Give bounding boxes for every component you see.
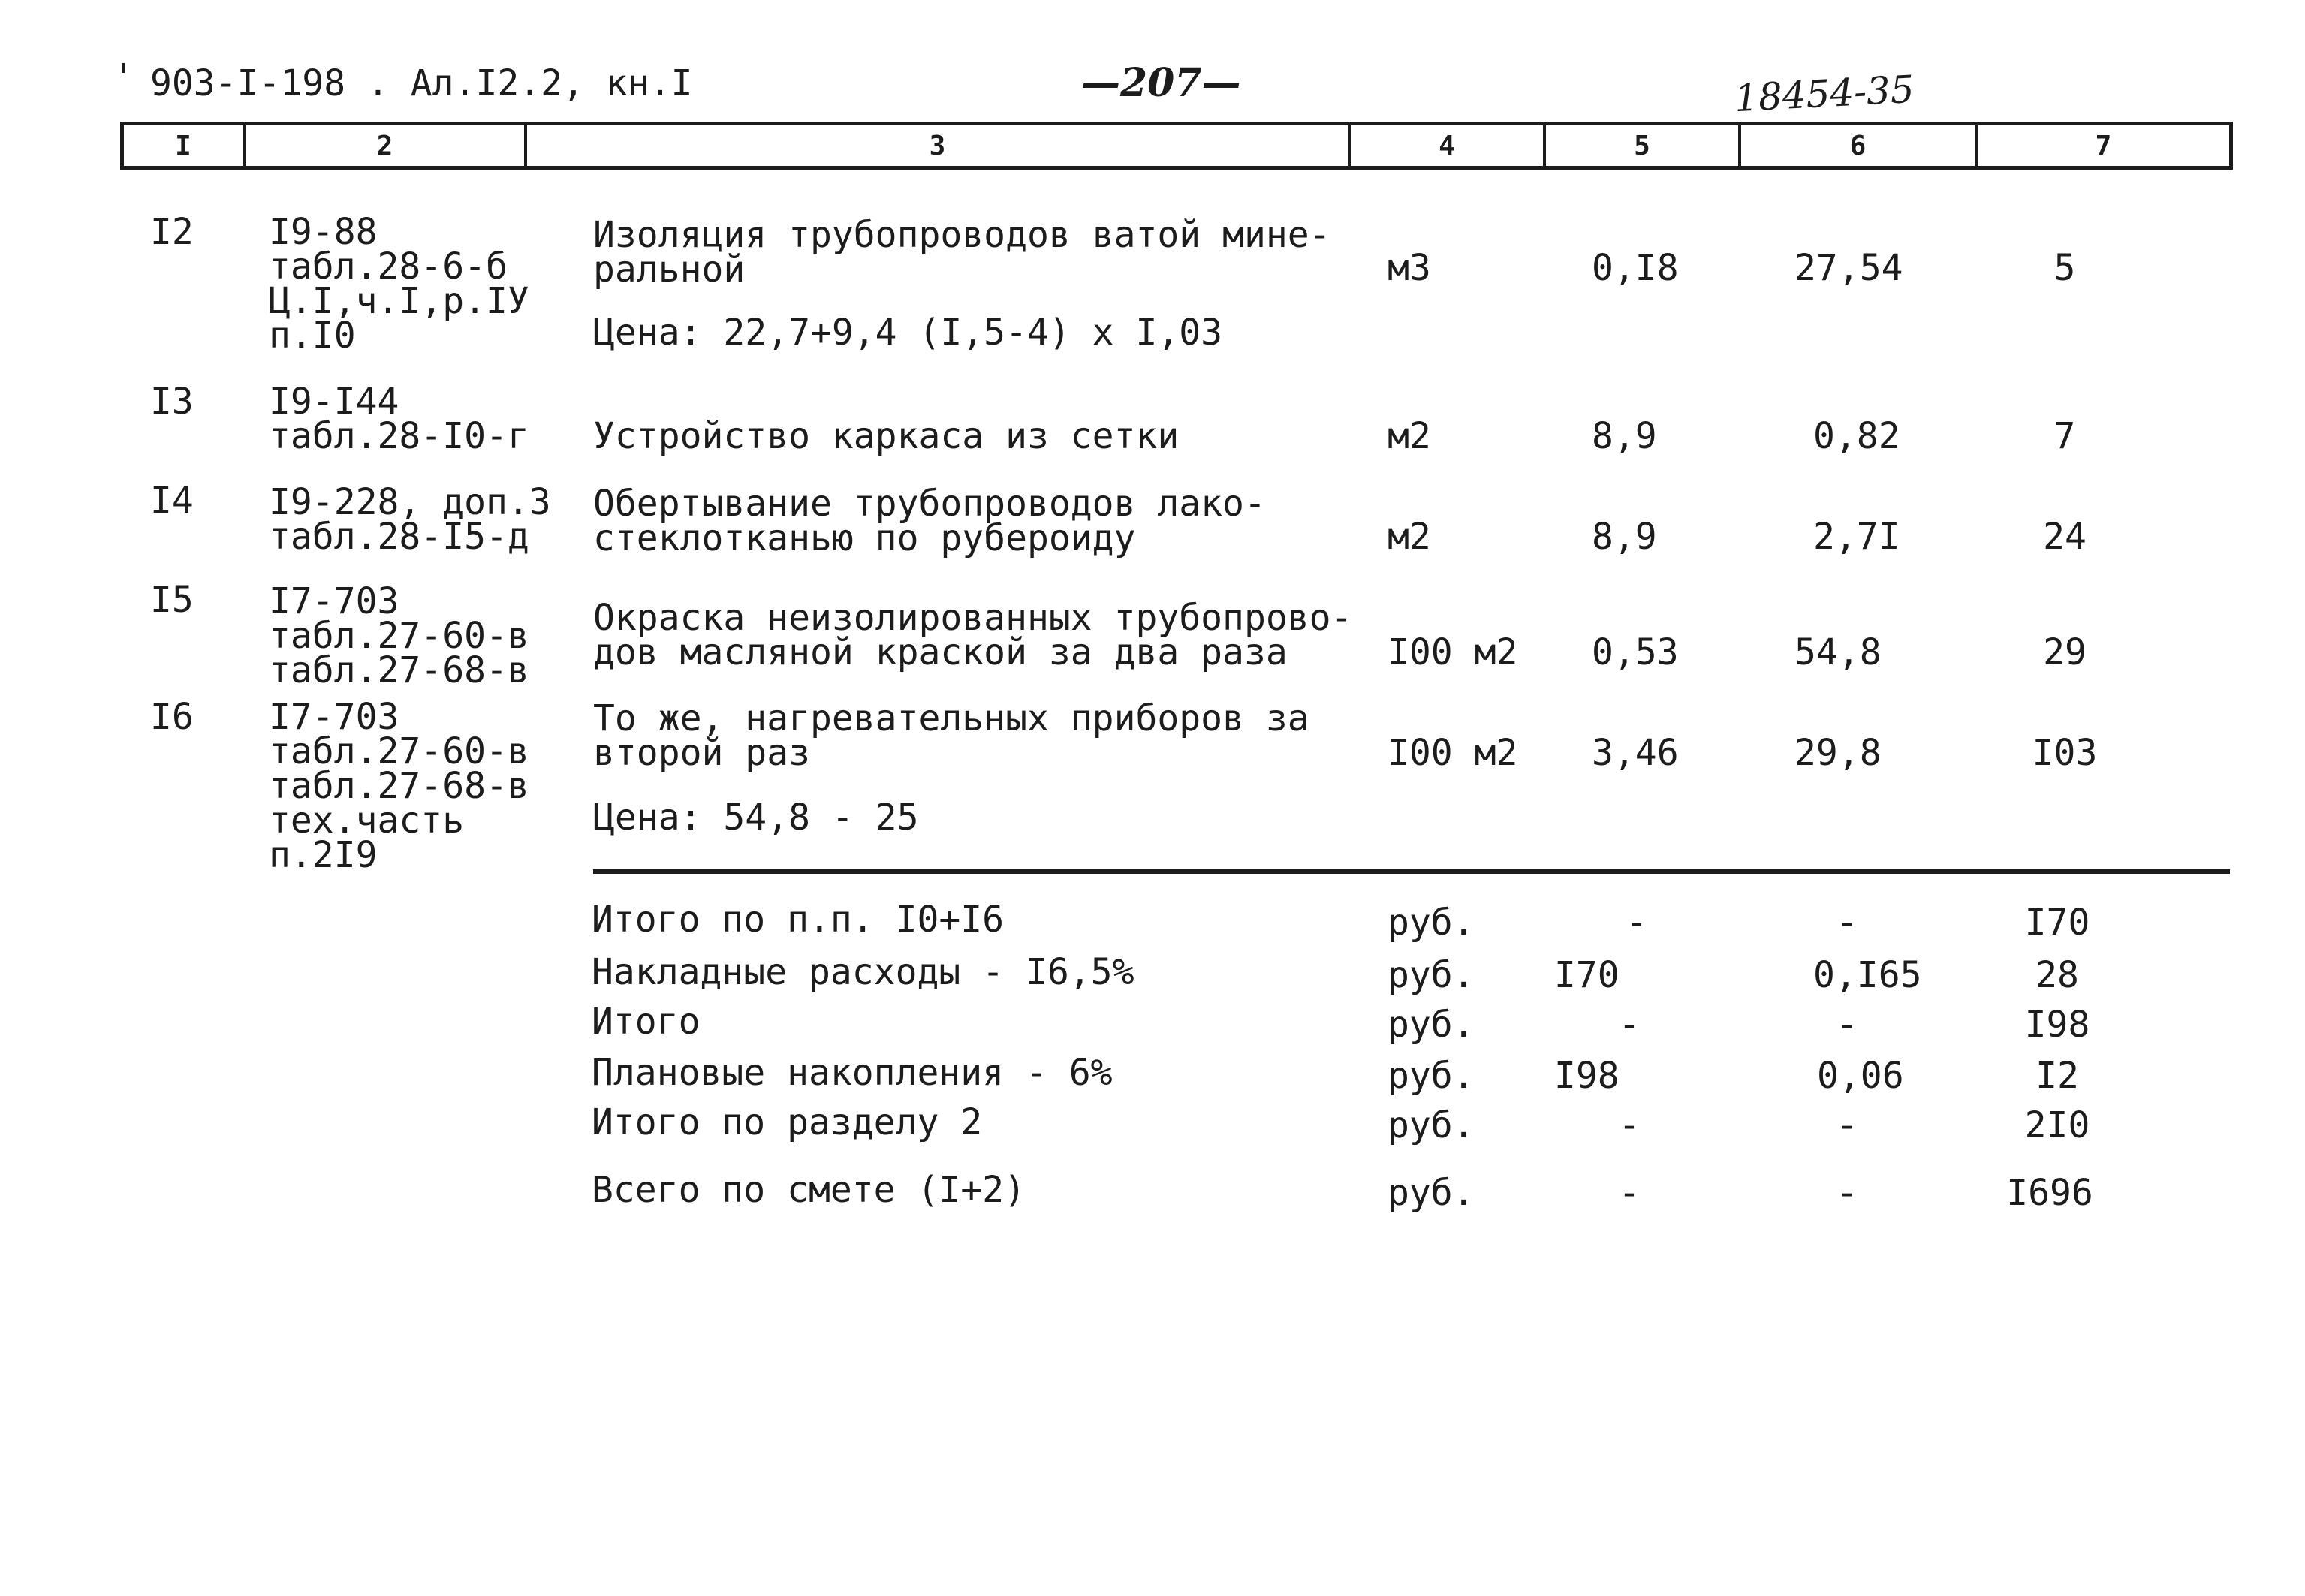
- row-unit: I00 м2: [1388, 631, 1518, 673]
- row-price: 27,54: [1794, 247, 1903, 289]
- row-unit: I00 м2: [1388, 732, 1518, 774]
- row-description: Обертывание трубопроводов лако- стеклотканью по рубероиду: [593, 483, 1266, 559]
- row-total: 24: [2043, 516, 2087, 558]
- column-header-6: 6: [1849, 130, 1867, 161]
- totals-unit: руб.: [1388, 1055, 1475, 1097]
- totals-amount: I70: [2024, 902, 2090, 944]
- row-code: I7-703 табл.27-60-в табл.27-68-в: [269, 580, 529, 691]
- column-header-row: [120, 122, 2233, 170]
- totals-amount: I98: [2024, 1004, 2090, 1046]
- row-number: I4: [150, 480, 194, 522]
- totals-amount: I696: [2006, 1172, 2093, 1214]
- row-total: 7: [2053, 415, 2076, 457]
- row-quantity: 8,9: [1592, 516, 1657, 558]
- column-header-4: 4: [1439, 130, 1455, 161]
- row-code: I9-88 табл.28-6-б Ц.I,ч.I,р.IУ п.I0: [269, 211, 529, 357]
- totals-unit: руб.: [1388, 954, 1475, 996]
- totals-base: -: [1618, 1172, 1641, 1214]
- row-unit: м2: [1388, 415, 1431, 457]
- totals-separator: [593, 869, 2230, 874]
- row-price: 54,8: [1794, 631, 1882, 673]
- inventory-number: 18454-35: [1733, 67, 1915, 121]
- totals-rate: 0,06: [1817, 1055, 1904, 1097]
- column-header-7: 7: [2095, 130, 2112, 161]
- column-header-3: 3: [929, 130, 946, 161]
- row-code: I7-703 табл.27-60-в табл.27-68-в тех.часть п.2I9: [269, 696, 529, 876]
- row-description: Устройство каркаса из сетки: [593, 415, 1180, 457]
- totals-label: Итого по разделу 2: [592, 1101, 983, 1143]
- row-description: Окраска неизолированных трубопрово- дов масляной краской за два раза: [593, 597, 1353, 673]
- margin-mark: ': [113, 56, 134, 98]
- row-quantity: 0,53: [1592, 631, 1679, 673]
- totals-rate: -: [1836, 902, 1858, 944]
- totals-amount: I2: [2035, 1055, 2079, 1097]
- row-number: I3: [150, 381, 194, 423]
- row-description: Изоляция трубопроводов ватой мине- ральной: [593, 214, 1331, 291]
- totals-label: Итого: [592, 1001, 701, 1043]
- row-unit: м3: [1388, 247, 1431, 289]
- totals-base: -: [1618, 1104, 1641, 1146]
- column-header-2: 2: [376, 130, 393, 161]
- totals-unit: руб.: [1388, 1004, 1475, 1046]
- row-price: 29,8: [1794, 732, 1882, 774]
- page-number: —207—: [1081, 60, 1241, 106]
- row-code: I9-228, доп.3 табл.28-I5-д: [269, 481, 551, 558]
- row-total: 29: [2043, 631, 2087, 673]
- totals-base: -: [1618, 1004, 1641, 1046]
- row-price-note: Цена: 54,8 - 25: [593, 796, 919, 839]
- totals-base: -: [1626, 902, 1648, 944]
- totals-base: I70: [1554, 954, 1620, 996]
- row-price-note: Цена: 22,7+9,4 (I,5-4) x I,03: [593, 312, 1223, 354]
- row-total: 5: [2053, 247, 2076, 289]
- row-number: I6: [150, 696, 194, 738]
- totals-unit: руб.: [1388, 1172, 1475, 1214]
- totals-label: Плановые накопления - 6%: [592, 1052, 1113, 1094]
- totals-rate: -: [1836, 1004, 1858, 1046]
- row-unit: м2: [1388, 516, 1431, 558]
- totals-base: I98: [1554, 1055, 1620, 1097]
- row-quantity: 8,9: [1592, 415, 1657, 457]
- row-price: 0,82: [1813, 415, 1900, 457]
- row-number: I2: [150, 211, 194, 253]
- row-number: I5: [150, 579, 194, 621]
- totals-label: Накладные расходы - I6,5%: [592, 951, 1134, 993]
- totals-rate: -: [1836, 1104, 1858, 1146]
- row-total: I03: [2032, 732, 2098, 774]
- totals-amount: 28: [2035, 954, 2079, 996]
- totals-rate: -: [1836, 1172, 1858, 1214]
- row-price: 2,7I: [1813, 516, 1900, 558]
- totals-label: Всего по смете (I+2): [592, 1169, 1026, 1211]
- totals-unit: руб.: [1388, 902, 1475, 944]
- column-header-5: 5: [1634, 130, 1650, 161]
- totals-rate: 0,I65: [1813, 954, 1922, 996]
- column-header-1: I: [175, 130, 191, 161]
- totals-label: Итого по п.п. I0+I6: [592, 899, 1005, 941]
- row-description: То же, нагревательных приборов за второй раз: [593, 697, 1309, 774]
- totals-unit: руб.: [1388, 1104, 1475, 1146]
- row-code: I9-I44 табл.28-I0-г: [269, 381, 529, 457]
- document-code: 903-I-198 . Ал.I2.2, кн.I: [150, 62, 693, 104]
- row-quantity: 3,46: [1592, 732, 1679, 774]
- totals-amount: 2I0: [2024, 1104, 2090, 1146]
- row-quantity: 0,I8: [1592, 247, 1679, 289]
